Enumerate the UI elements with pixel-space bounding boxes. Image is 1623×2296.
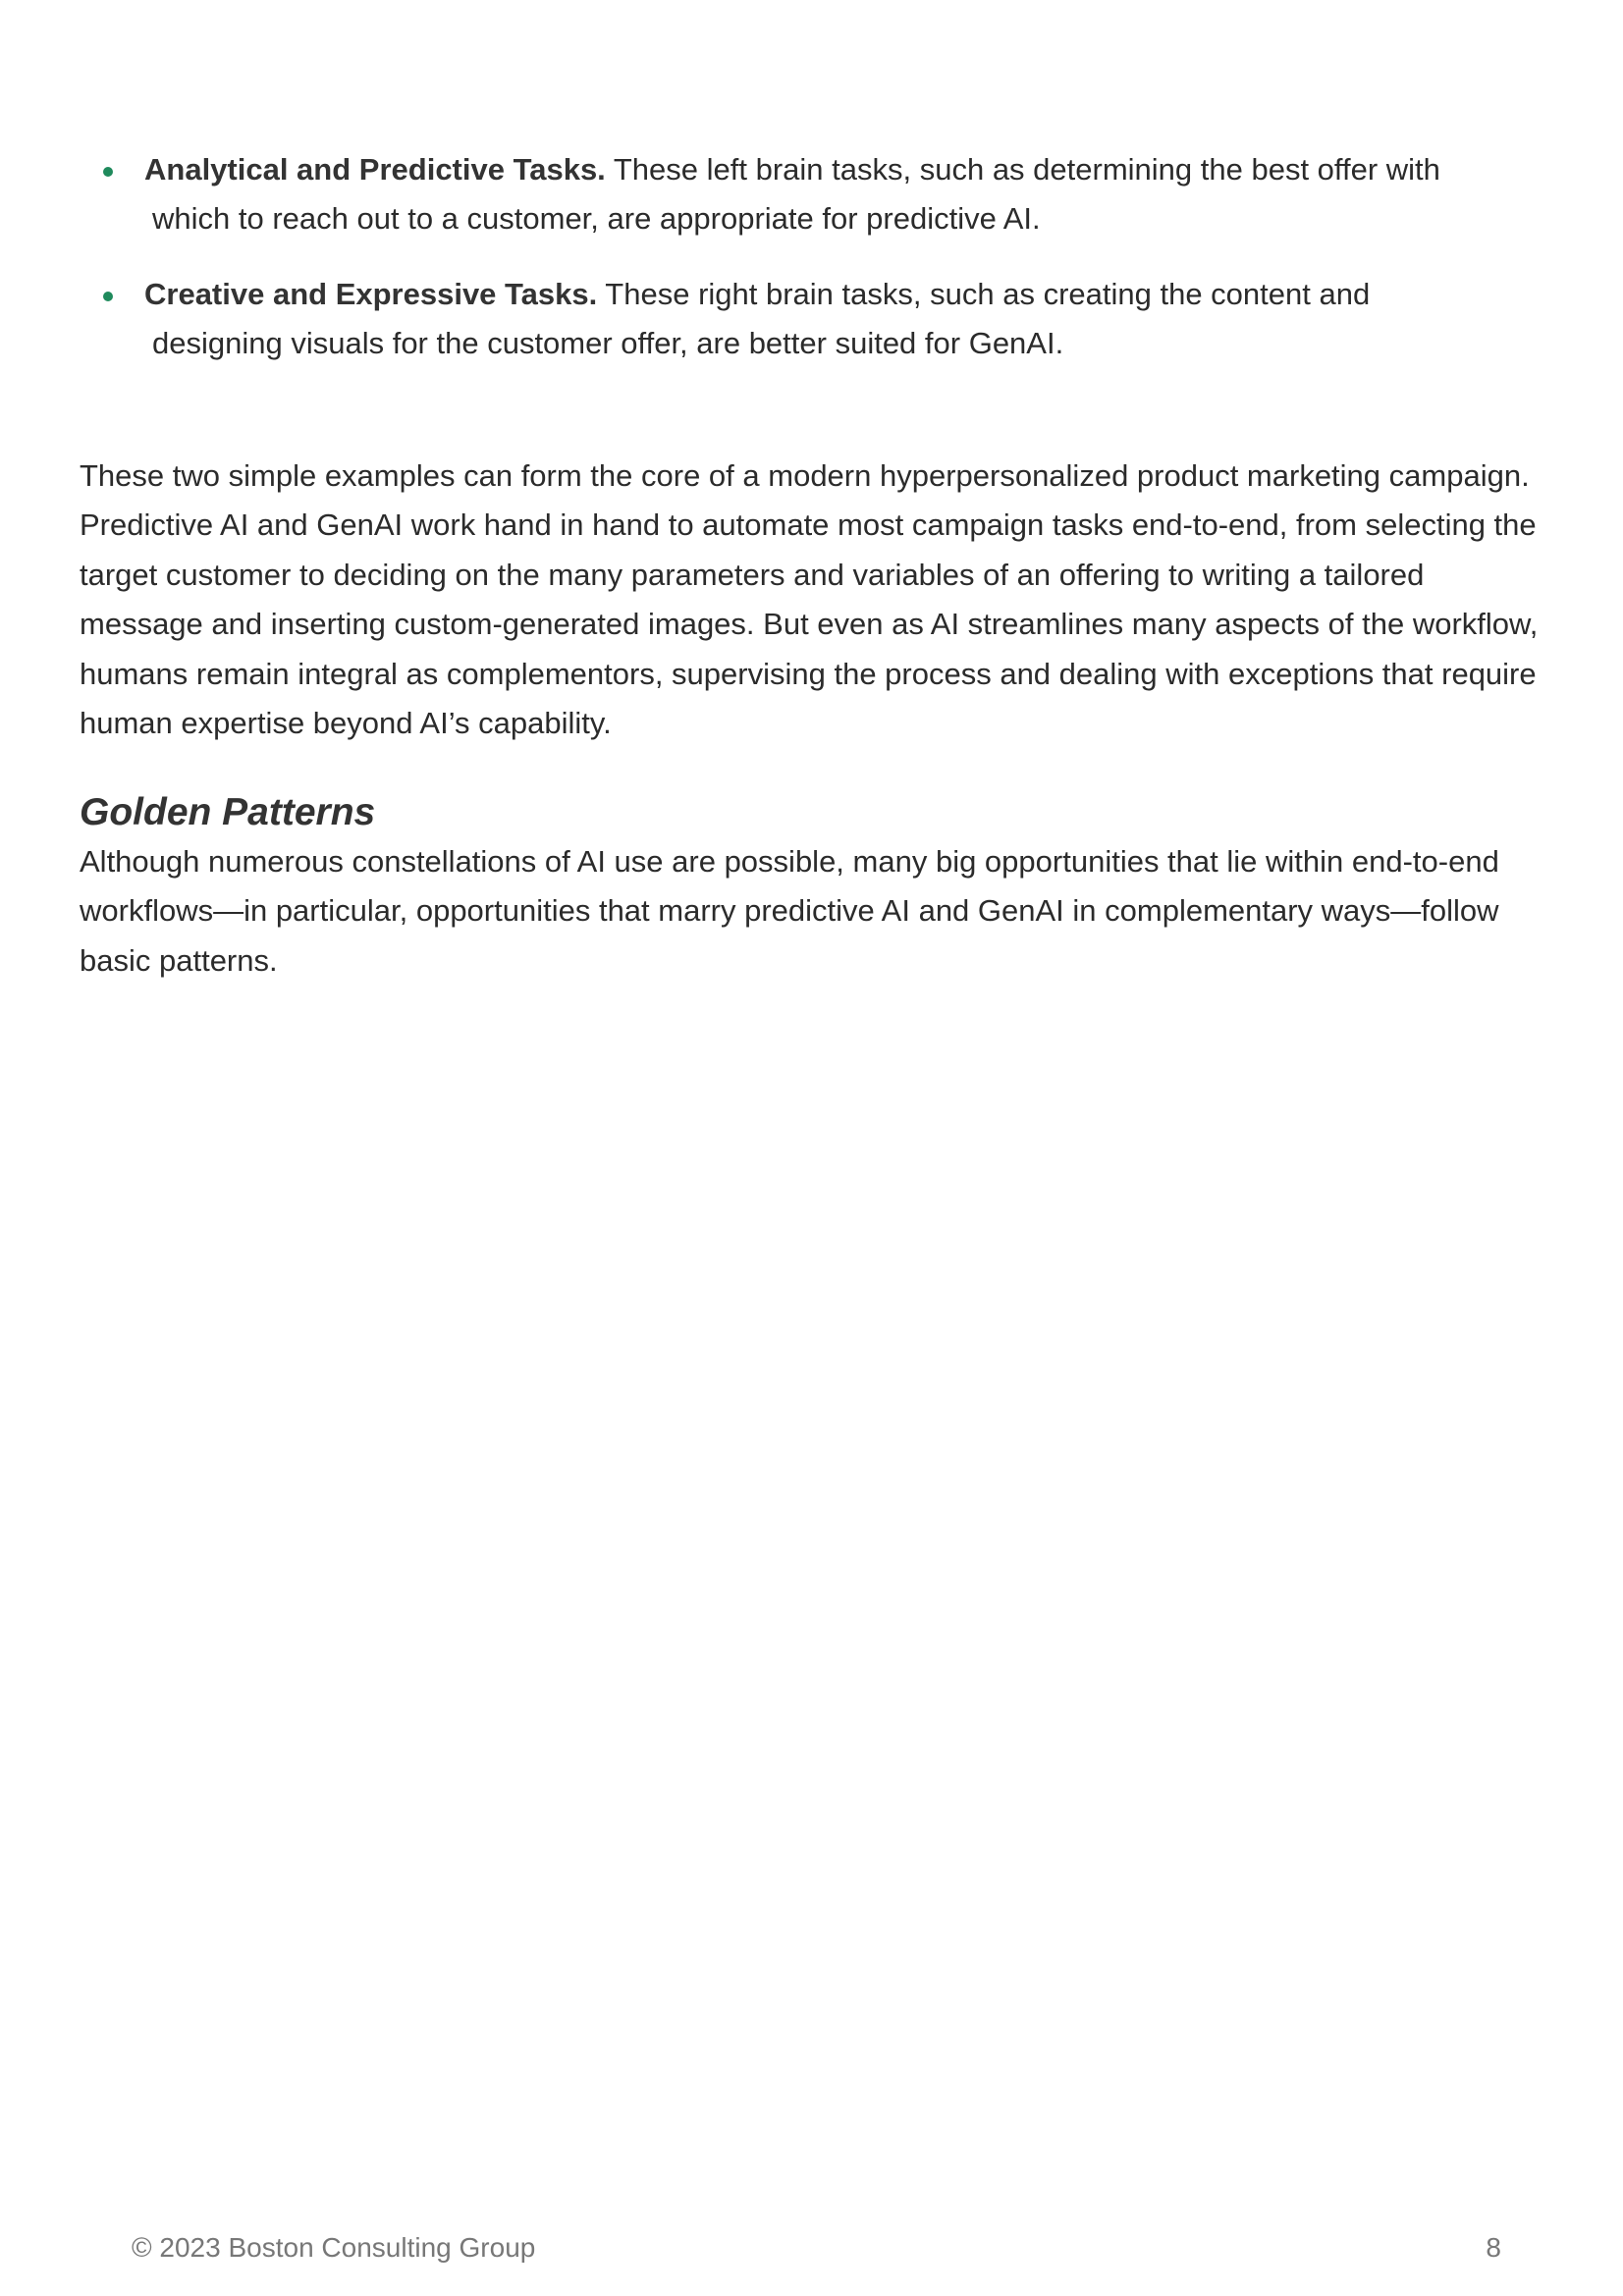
bullet-body-line-2: which to reach out to a customer, are appropriate for predictive AI. (152, 201, 1041, 236)
bullet-body-line-1: These left brain tasks, such as determining the best offer with (605, 152, 1440, 187)
bullet-dot-icon (103, 292, 113, 301)
section-heading: Golden Patterns (80, 791, 376, 833)
bullet-dot-icon (103, 167, 113, 177)
bullet-body-line-2: designing visuals for the customer offer, are better suited for GenAI. (152, 326, 1064, 360)
bullet-list (97, 145, 1550, 395)
bullet-lead: Analytical and Predictive Tasks. (144, 152, 606, 187)
bullet-body-line-1: These right brain tasks, such as creating the content and (597, 277, 1371, 311)
bullet-lead: Creative and Expressive Tasks. (144, 277, 598, 311)
footer-copyright: © 2023 Boston Consulting Group (132, 2232, 536, 2263)
bullet-item (97, 270, 1550, 368)
body-paragraph: These two simple examples can form the core of a modern hyperpersonalized product marketing campaign. Predictive AI and GenAI work hand in hand to automate most campaign tasks end-to-end, from selecting the target customer to deciding on the many parameters and variables of an offering to writing a tailored message and inserting custom-generated images. But even as AI streamlines many aspects of the workflow, humans remain integral as complementors, supervising the process and dealing with exceptions that require human expertise beyond AI’s capability. (80, 458, 1539, 741)
bullet-item (97, 145, 1550, 243)
bullet-text (144, 270, 1550, 368)
body-paragraph: Although numerous constellations of AI use are possible, many big opportunities that lie within end-to-end workflows—in particular, opportunities that marry predictive AI and GenAI in complementary ways—follow basic patterns. (80, 844, 1499, 978)
bullet-text (144, 145, 1550, 243)
page-number: 8 (1486, 2232, 1501, 2263)
